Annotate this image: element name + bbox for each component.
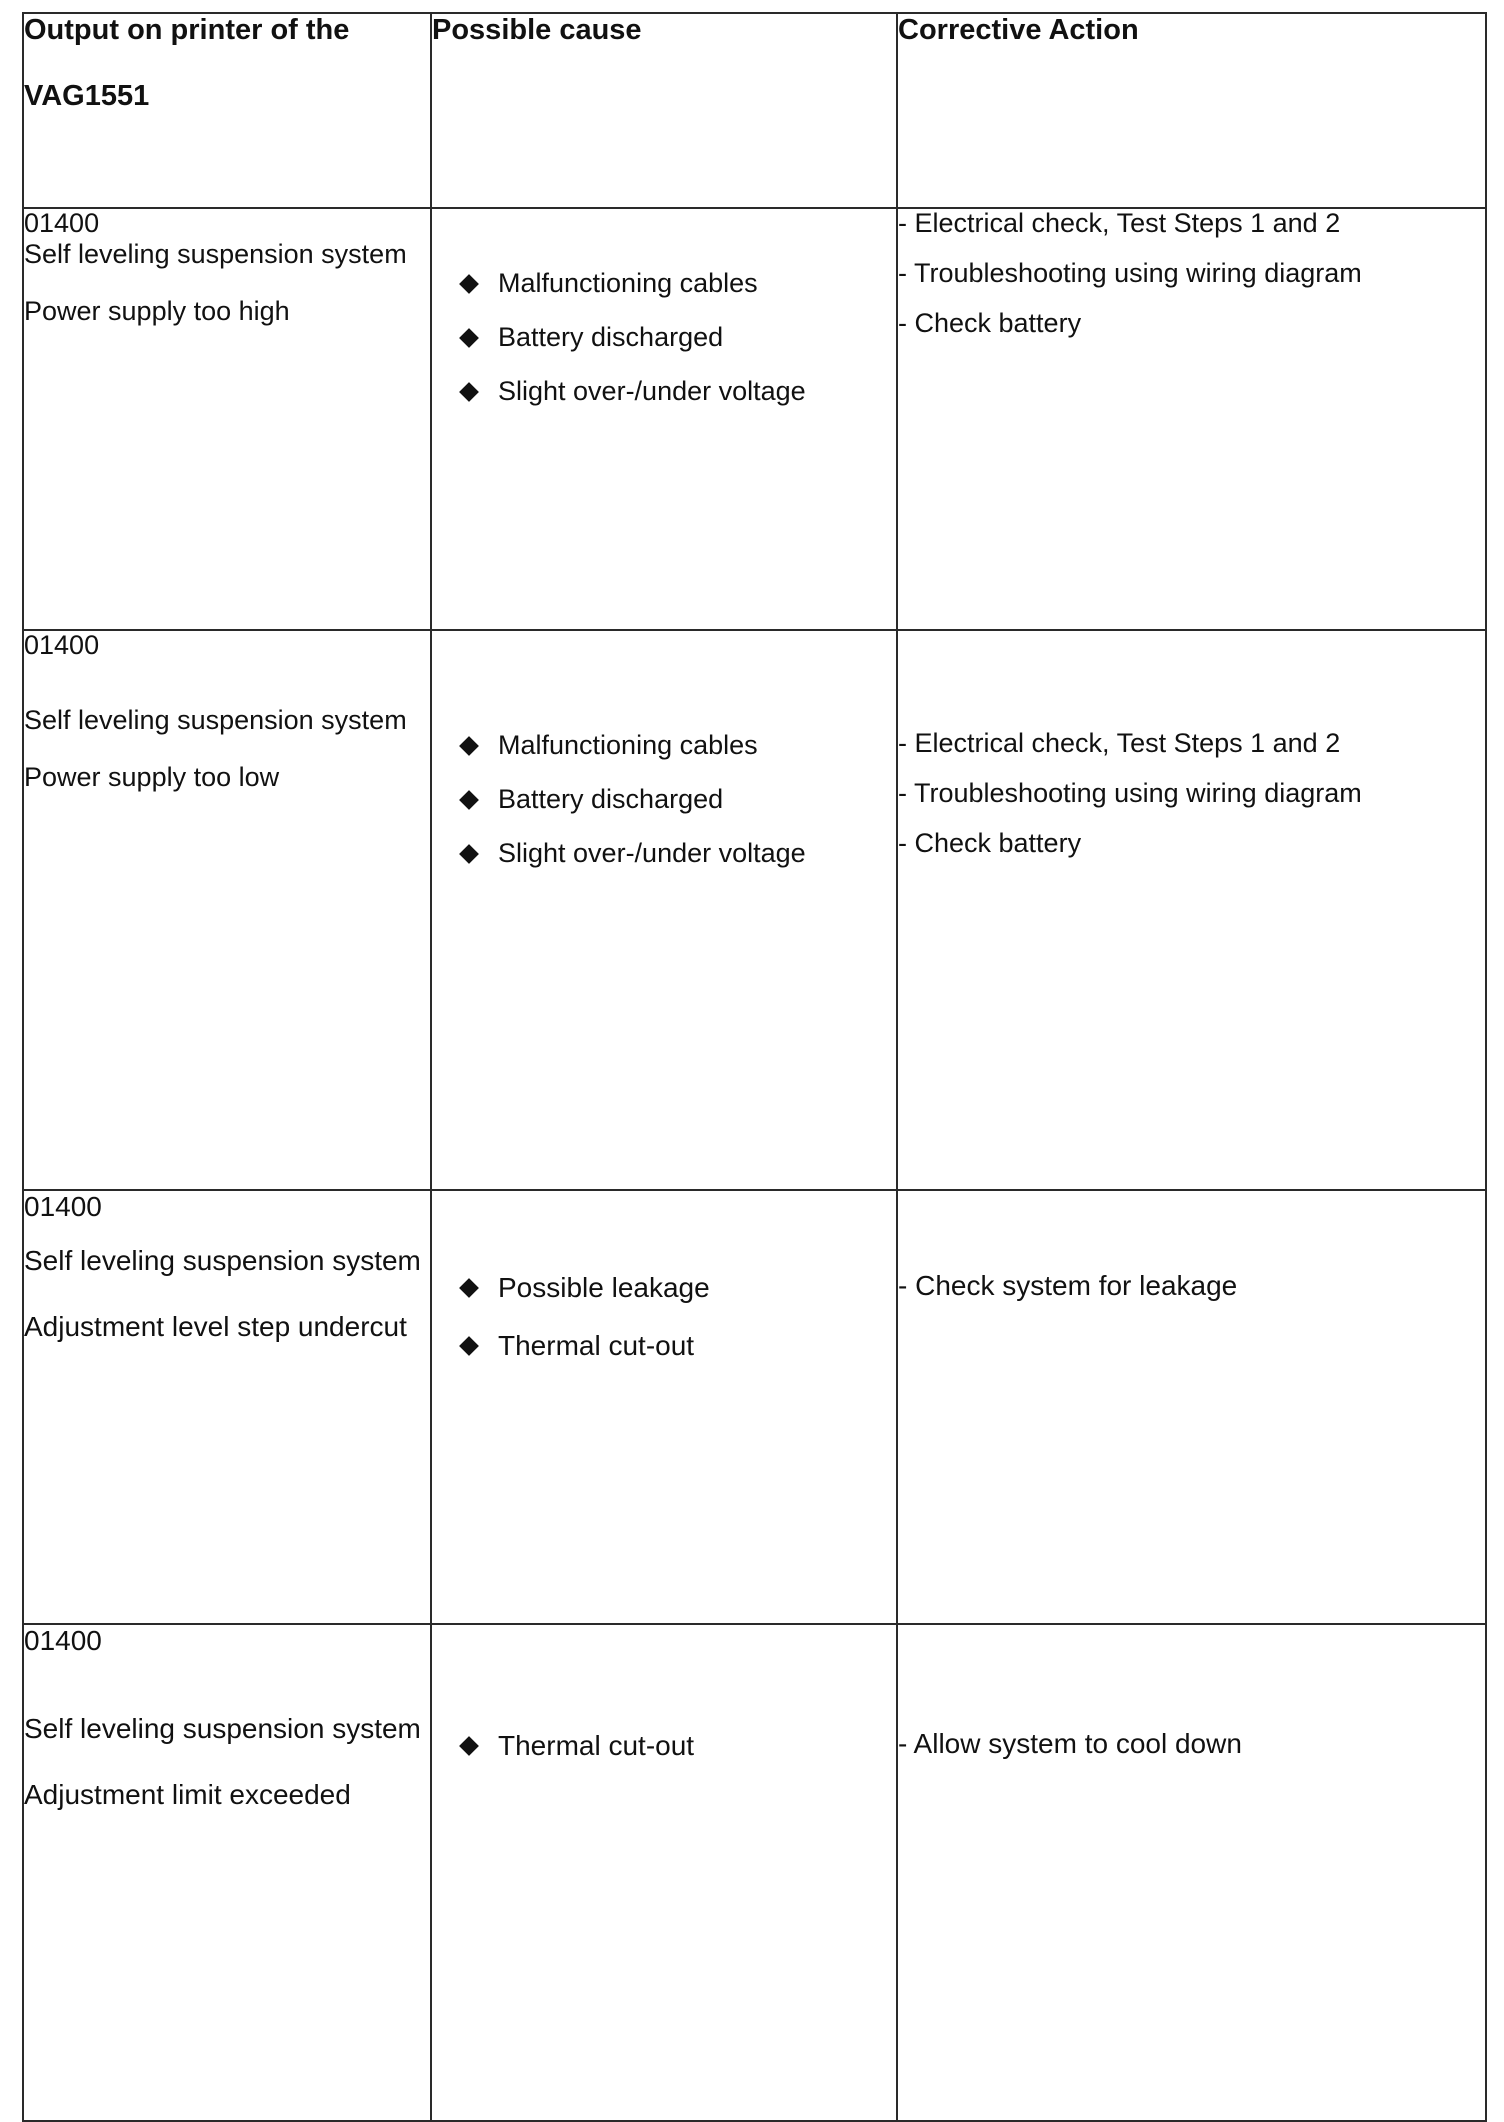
action-item: - Electrical check, Test Steps 1 and 2: [898, 728, 1341, 758]
fault-message: Adjustment limit exceeded: [24, 1779, 351, 1810]
diamond-bullet-icon: [459, 1336, 479, 1356]
fault-message: Adjustment level step undercut: [24, 1311, 407, 1342]
cause-list: [432, 1625, 896, 1762]
fault-table: [22, 12, 1487, 2122]
fault-system: Self leveling suspension system: [24, 1713, 421, 1744]
fault-code: 01400: [24, 1191, 102, 1222]
cause-item: Thermal cut-out: [458, 1729, 896, 1762]
action-item: - Check system for leakage: [898, 1270, 1238, 1301]
fault-system: Self leveling suspension system: [24, 705, 407, 735]
cause-item: Thermal cut-out: [458, 1329, 896, 1362]
diamond-bullet-icon: [459, 328, 479, 348]
fault-code: 01400: [24, 630, 100, 660]
diamond-bullet-icon: [459, 274, 479, 294]
diamond-bullet-icon: [459, 736, 479, 756]
table-row: [23, 1190, 1486, 1624]
action-item: - Electrical check, Test Steps 1 and 2: [898, 208, 1341, 238]
cause-item: Possible leakage: [458, 1271, 896, 1304]
cause-cell: [431, 208, 897, 630]
diamond-bullet-icon: [459, 1278, 479, 1298]
output-cell: [23, 1624, 431, 2121]
cause-list: [432, 631, 896, 870]
diamond-bullet-icon: [459, 1736, 479, 1756]
header-output: [23, 13, 431, 208]
cause-item: Battery discharged: [458, 321, 896, 354]
output-cell: [23, 208, 431, 630]
action-cell: [897, 630, 1486, 1190]
header-output-line-2: VAG1551: [24, 80, 150, 112]
fault-system: Self leveling suspension system: [24, 1245, 421, 1276]
cause-cell: [431, 630, 897, 1190]
table-row: [23, 1624, 1486, 2121]
cause-item: Slight over-/under voltage: [458, 375, 896, 408]
header-cause: Possible cause: [431, 13, 897, 208]
cause-list: [432, 209, 896, 408]
action-item: - Troubleshooting using wiring diagram: [898, 778, 1362, 808]
output-cell: [23, 1190, 431, 1624]
cause-list: [432, 1191, 896, 1362]
action-cell: [897, 208, 1486, 630]
fault-code: 01400: [24, 1625, 102, 1656]
diamond-bullet-icon: [459, 790, 479, 810]
fault-code: 01400: [24, 208, 100, 238]
table-row: [23, 630, 1486, 1190]
action-cell: [897, 1624, 1486, 2121]
table-row: [23, 208, 1486, 630]
action-item: - Troubleshooting using wiring diagram: [898, 258, 1362, 288]
header-output-line-1: Output on printer of the: [24, 14, 350, 46]
cause-cell: [431, 1190, 897, 1624]
output-cell: [23, 630, 431, 1190]
header-action: Corrective Action: [897, 13, 1486, 208]
fault-message: Power supply too low: [24, 762, 280, 792]
cause-item: Malfunctioning cables: [458, 729, 896, 762]
fault-system: Self leveling suspension system: [24, 239, 407, 269]
fault-message: Power supply too high: [24, 296, 290, 326]
action-item: - Check battery: [898, 308, 1082, 338]
cause-item: Slight over-/under voltage: [458, 837, 896, 870]
action-item: - Allow system to cool down: [898, 1728, 1242, 1759]
diamond-bullet-icon: [459, 844, 479, 864]
table-header-row: [23, 13, 1486, 208]
cause-item: Battery discharged: [458, 783, 896, 816]
action-cell: [897, 1190, 1486, 1624]
cause-item: Malfunctioning cables: [458, 267, 896, 300]
action-item: - Check battery: [898, 828, 1082, 858]
diamond-bullet-icon: [459, 382, 479, 402]
cause-cell: [431, 1624, 897, 2121]
